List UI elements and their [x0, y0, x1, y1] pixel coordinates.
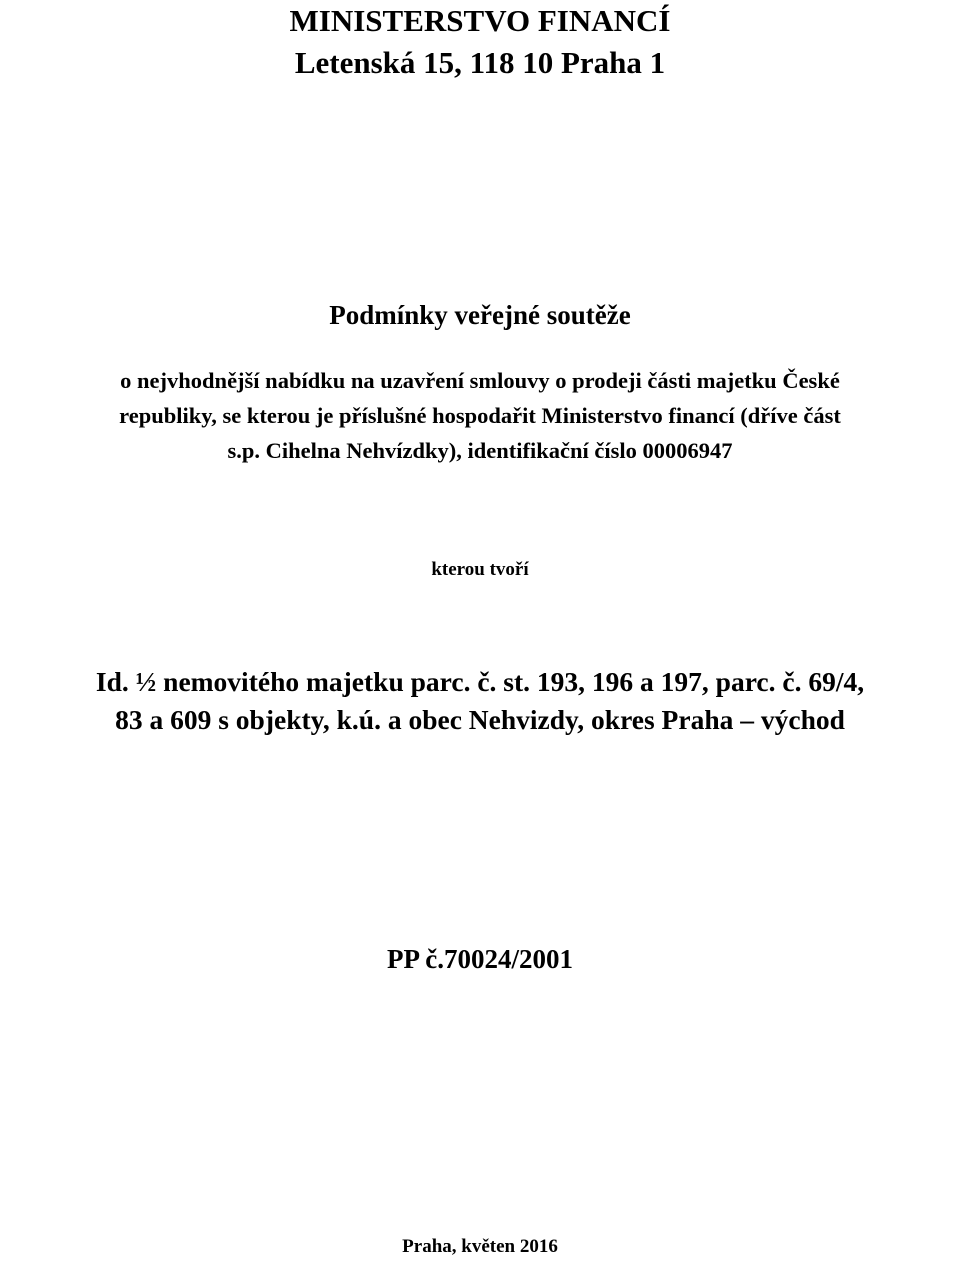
document-title: Podmínky veřejné soutěže: [329, 300, 631, 330]
subtitle-line-3: s.p. Cihelna Nehvízdky), identifikační číslo 00006947: [227, 438, 733, 463]
subtitle-line-2: republiky, se kterou je příslušné hospodařit Ministerstvo financí (dříve část: [119, 403, 841, 428]
reference-number: PP č.70024/2001: [387, 944, 573, 974]
ministry-address: Letenská 15, 118 10 Praha 1: [294, 45, 666, 80]
property-description-line-1: Id. ½ nemovitého majetku parc. č. st. 193, 196 a 197, parc. č. 69/4,: [95, 666, 865, 697]
subtitle-line-1: o nejvhodnější nabídku na uzavření smlouvy o prodeji části majetku České: [120, 368, 840, 393]
formed-by-label: kterou tvoří: [431, 559, 529, 580]
property-description-line-2: 83 a 609 s objekty, k.ú. a obec Nehvizdy, okres Praha – východ: [115, 704, 845, 735]
ministry-name: MINISTERSTVO FINANCÍ: [289, 3, 671, 38]
place-and-date: Praha, květen 2016: [402, 1236, 558, 1257]
